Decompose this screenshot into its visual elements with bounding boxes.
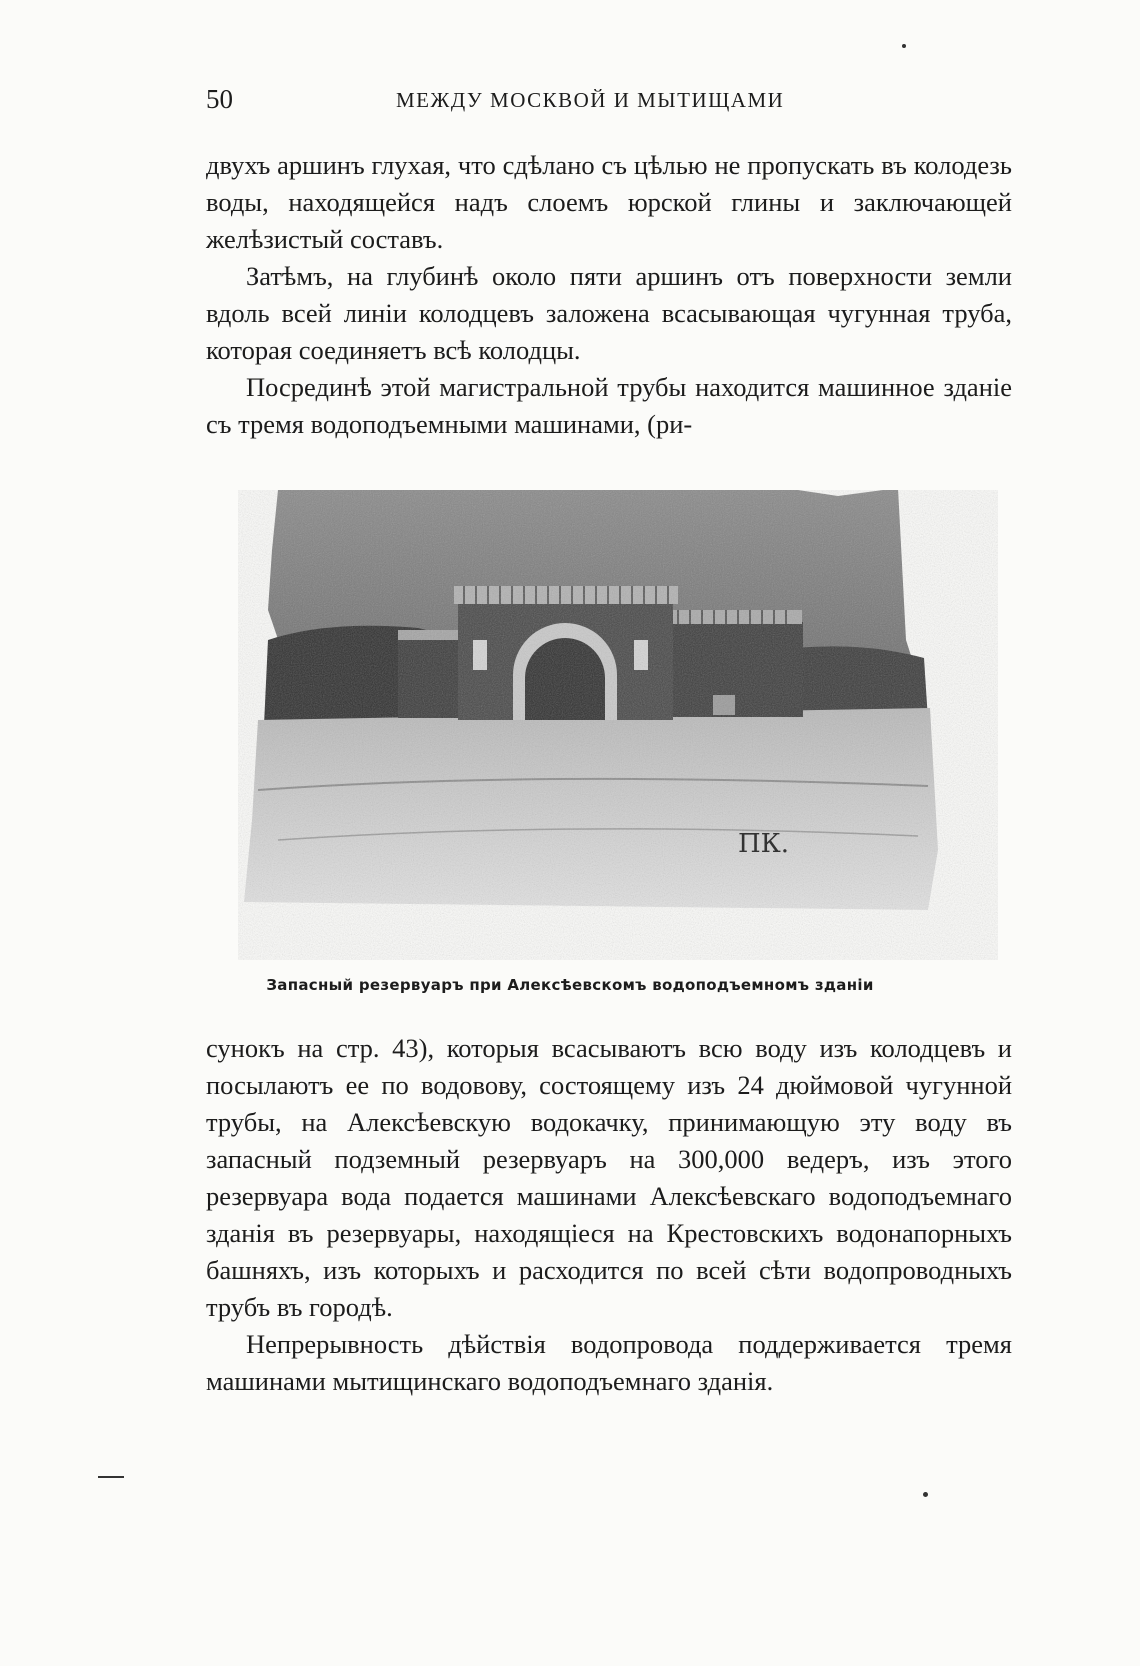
reservoir-engraving (238, 490, 998, 960)
illustration-caption: Запасный резервуаръ при Алексѣевскомъ водоподъемномъ зданiи (266, 976, 874, 994)
text-block-bottom (206, 1030, 1012, 1400)
paragraph: Затѣмъ, на глубинѣ около пяти аршинъ отъ поверхности земли вдоль всей линiи колодцевъ заложена всасывающая чугунная труба, которая соединяетъ всѣ колодцы. (206, 261, 1012, 365)
paragraph: Посрединѣ этой магистральной трубы находится машинное зданiе съ тремя водоподъемными машинами, (ри- (206, 372, 1012, 439)
page-number: 50 (206, 84, 233, 114)
paragraph-continued: сунокъ на стр. 43), которыя всасываютъ всю воду изъ колодцевъ и посылаютъ ее по водовову, состоящему изъ 24 дюймовой чугунной трубы, на Алексѣевскую водокачку, принимающую эту воду въ запасный подземный резервуаръ на 300,000 ведеръ, изъ этого резервуара вода подается машинами Алексѣевскаго водоподъемнаго зданiя въ резервуары, находящiеся на Крестовскихъ водонапорныхъ башняхъ, изъ которыхъ и расходится по всей сѣти водопроводныхъ трубъ въ городѣ. (206, 1033, 1012, 1322)
print-speck (902, 44, 906, 48)
running-title: МЕЖДУ МОСКВОЙ И МЫТИЩАМИ (396, 88, 785, 112)
paragraph: Непрерывность дѣйствiя водопровода поддерживается тремя машинами мытищинскаго водоподъемнаго зданiя. (206, 1329, 1012, 1396)
print-speck (923, 1492, 928, 1497)
print-mark (98, 1476, 124, 1478)
artist-signature: ПК. (738, 829, 790, 859)
illustration-reservoir (238, 490, 998, 960)
paragraph-continued: двухъ аршинъ глухая, что сдѣлано съ цѣлью не пропускать въ колодезь воды, находящейся надъ слоемъ юрской глины и заключающей желѣзистый составъ. (206, 150, 1012, 254)
running-head (206, 84, 1016, 124)
text-block-top (206, 147, 1012, 443)
